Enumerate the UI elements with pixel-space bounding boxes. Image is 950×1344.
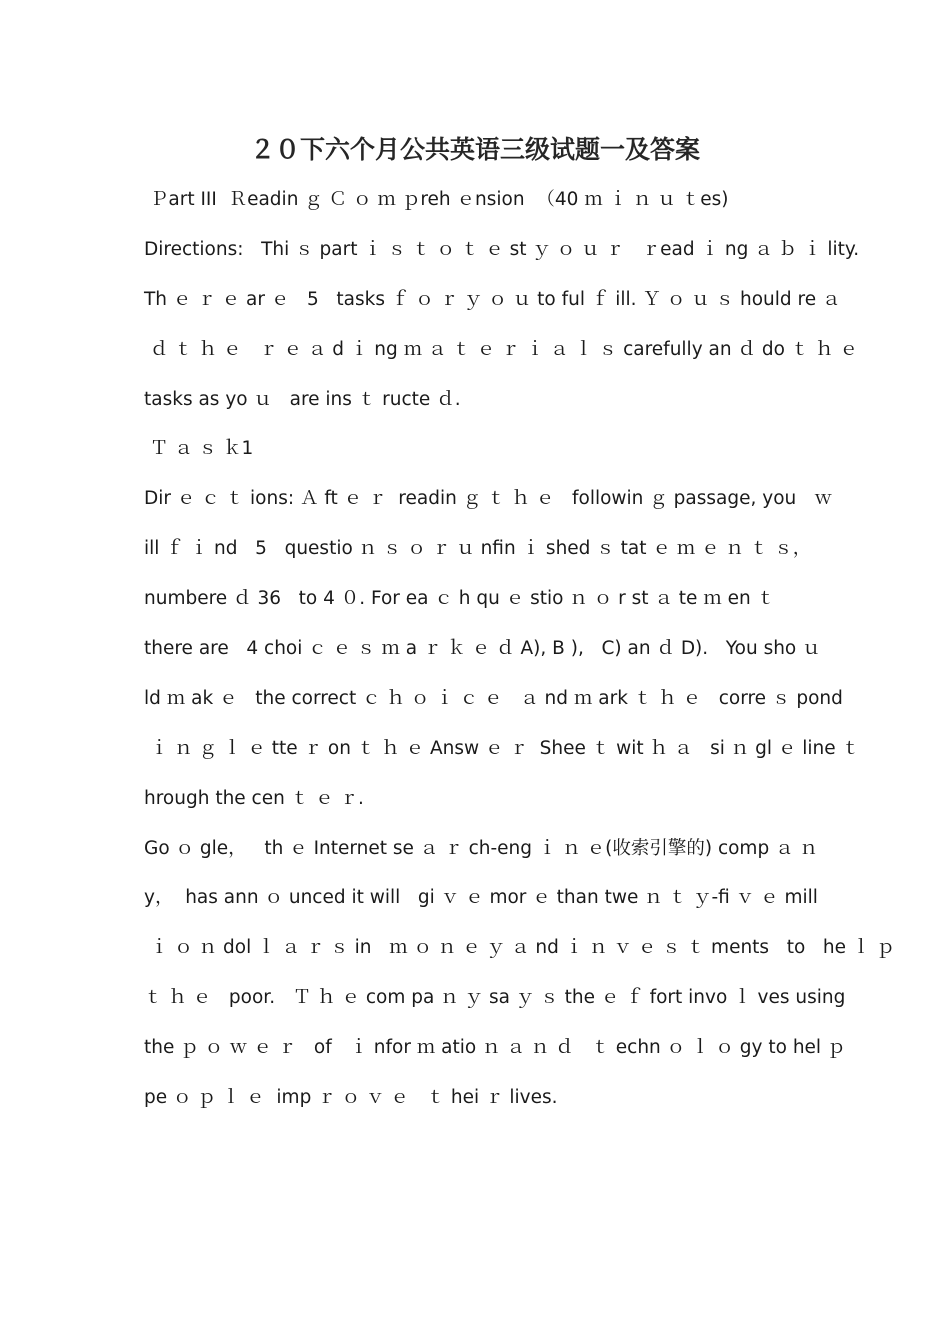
task-directions-line-4: there are 4 choi ｃ ｅ ｓ ｍ a ｒ ｋ ｅ ｄ A), B ), C) an ｄ D). You sho ｕ: [144, 638, 821, 660]
directions-line-4: tasks as yo ｕ are ins ｔ ructe ｄ.: [144, 388, 461, 410]
task-directions-line-7: hrough the cen ｔ ｅ ｒ.: [144, 787, 364, 809]
section-heading-part-iii: Ｐart III Ｒeadin ｇ Ｃ ｏ ｍ ｐreh ｅnsion （40 ｍ ｉ ｎ ｕ ｔes): [144, 189, 729, 210]
directions-line-1: Directions: Thi ｓ part ｉ ｓ ｔ ｏ ｔ ｅ st ｙ ｏ ｕ ｒ ｒead ｉ ng ａ ｂ ｉ lity.: [144, 238, 860, 260]
directions-line-2: Th ｅ ｒ ｅ ar ｅ 5 tasks ｆ ｏ ｒ ｙ ｏ ｕ to ful ｆ ill. Ｙ ｏ ｕ ｓ hould re ａ: [144, 288, 841, 310]
passage-line-4: ｔ ｈ ｅ poor. Ｔ ｈ ｅ com pa ｎ ｙ sa ｙ ｓ the ｅ ｆ fort invo ｌ ves using: [144, 987, 846, 1009]
task-directions-line-6: ｉ ｎ ｇ ｌ ｅ tte ｒ on ｔ ｈ ｅ Answ ｅ ｒ Shee ｔ wit ｈ ａ si ｎ gl ｅ line ｔ: [144, 737, 861, 759]
task-directions-line-5: ld ｍ ak ｅ the correct ｃ ｈ ｏ ｉ ｃ ｅ ａ nd ｍ ark ｔ ｈ ｅ corre ｓ pond: [144, 687, 843, 709]
passage-line-5: the ｐ ｏ ｗ ｅ ｒ of ｉ nfor ｍ atio ｎ ａ ｎ ｄ ｔ echn ｏ ｌ ｏ gy to hel ｐ: [144, 1037, 846, 1059]
task-directions-line-3: numbere ｄ 36 to 4 ０. For ea ｃ h qu ｅ stio ｎ ｏ r st ａ te ｍ en ｔ: [144, 588, 776, 610]
task-directions-line-2: ill ｆ ｉ nd 5 questio ｎ ｓ ｏ ｒ ｕ nfin ｉ shed ｓ tat ｅ ｍ ｅ ｎ ｔ ｓ，: [144, 538, 812, 560]
task-directions-line-1: Dir ｅ ｃ ｔ ions: Ａ ft ｅ ｒ readin ｇ ｔ ｈ ｅ followin ｇ passage, you ｗ: [144, 488, 833, 510]
directions-line-3: ｄ ｔ ｈ ｅ ｒ ｅ ａ d ｉ ng ｍ ａ ｔ ｅ ｒ ｉ ａ ｌ ｓ carefully an ｄ do ｔ ｈ ｅ: [144, 338, 859, 360]
document-title: ２０下六个月公共英语三级试题一及答案: [249, 135, 700, 164]
passage-line-1: Go ｏ gle， th ｅ Internet se ａ ｒ ch-eng ｉ ｎ ｅ(收索引擎的) comp ａ ｎ: [144, 837, 818, 859]
passage-line-3: ｉ ｏ ｎ dol ｌ ａ ｒ ｓ in ｍ ｏ ｎ ｅ ｙ ａ nd ｉ ｎ ｖ ｅ ｓ ｔ ments to he ｌ ｐ: [144, 937, 895, 959]
passage-line-6: pe ｏ ｐ ｌ ｅ imp ｒ ｏ ｖ ｅ ｔ hei ｒ lives.: [144, 1087, 558, 1109]
passage-line-2: y， has ann ｏ unced it will gi ｖ ｅ mor ｅ than twe ｎ ｔ ｙ-fi ｖ ｅ mill: [144, 887, 818, 909]
document-body: [144, 175, 895, 1123]
task-heading: Ｔ ａ ｓ ｋ1: [144, 438, 254, 460]
